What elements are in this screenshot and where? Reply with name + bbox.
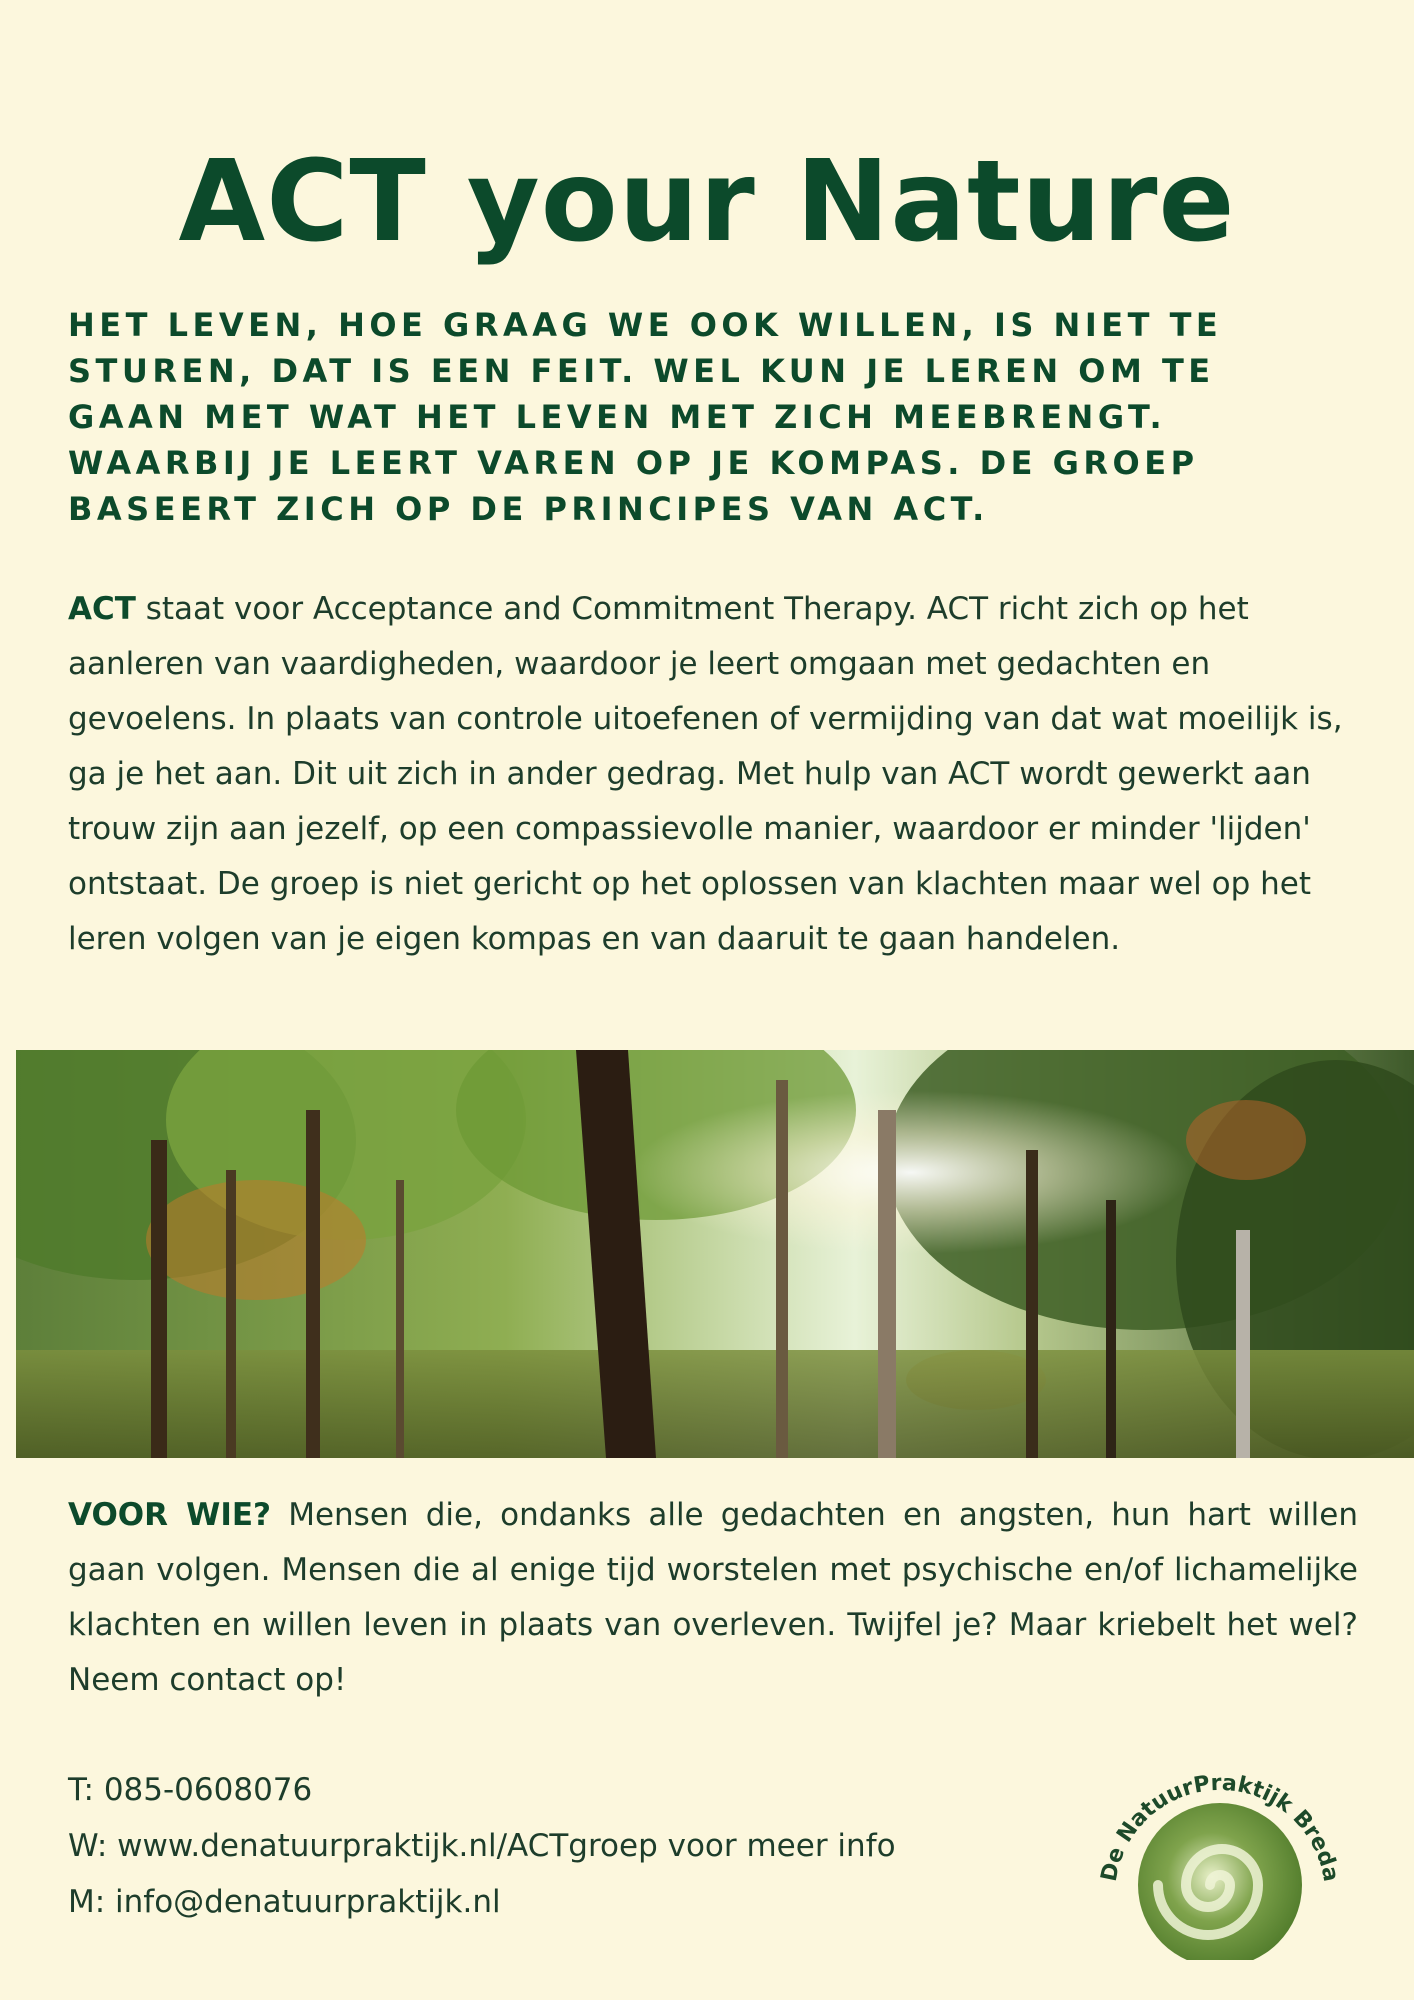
audience-paragraph [68,1488,1358,1708]
spiral-logo-icon [1080,1720,1360,1960]
act-paragraph [68,582,1358,967]
act-text: staat voor Acceptance and Commitment Therapy. ACT richt zich op het aanleren van vaardigheden, waardoor je leert omgaan met gedachten en gevoelens. In plaats van controle uitoefenen of vermijding van dat wat moeilijk is, ga je het aan. Dit uit zich in ander gedrag. Met hulp van ACT wordt gewerkt aan trouw zijn aan jezelf, op een compassievolle manier, waardoor er minder 'lijden' ontstaat. De groep is niet gericht op het oplossen van klachten maar wel op het leren volgen van je eigen kompas en van daaruit te gaan handelen. [68,591,1343,957]
page-title: ACT your Nature [178,137,1236,267]
forest-image [16,1050,1414,1458]
act-lead: ACT [68,591,136,627]
intro-heading: HET LEVEN, HOE GRAAG WE OOK WILLEN, IS NIET TE STUREN, DAT IS EEN FEIT. WEL KUN JE LEREN OM TE GAAN MET WAT HET LEVEN MET ZICH MEEBRENGT. WAARBIJ JE LEERT VAREN OP JE KOMPAS. DE GROEP BASEERT ZICH OP DE PRINCIPES VAN ACT. [68,306,1223,528]
logo-text: De NatuurPraktijk Breda [1096,1770,1344,1884]
contact-phone: T: 085-0608076 [68,1772,313,1808]
contact-block [68,1762,896,1930]
audience-lead: VOOR WIE? [68,1497,272,1533]
natuurpraktijk-logo [1080,1720,1360,1960]
contact-website: W: www.denatuurpraktijk.nl/ACTgroep voor meer info [68,1828,896,1864]
contact-email: M: info@denatuurpraktijk.nl [68,1884,501,1920]
audience-text: Mensen die, ondanks alle gedachten en angsten, hun hart willen gaan volgen. Mensen die al enige tijd worstelen met psychische en/of lichamelijke klachten en willen leven in plaats van overleven. Twijfel je? Maar kriebelt het wel? Neem contact op! [68,1497,1358,1698]
forest-photo [16,1050,1414,1458]
